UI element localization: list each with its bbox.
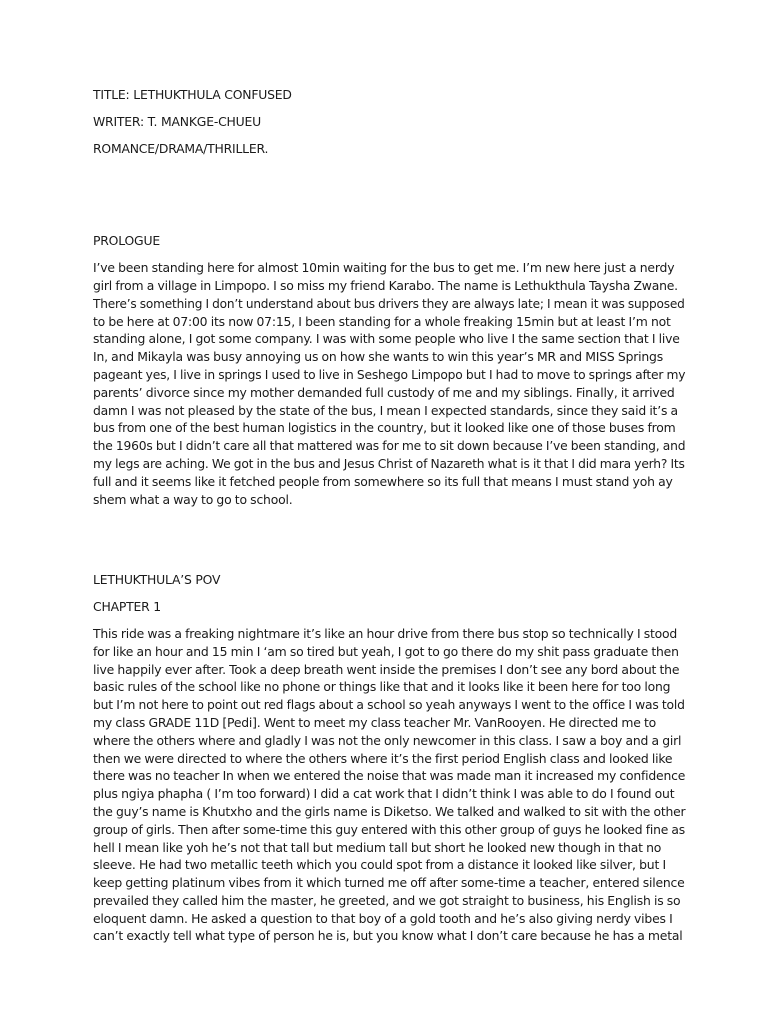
prologue-paragraph (93, 259, 685, 508)
chapter-paragraph (93, 625, 685, 945)
text-line: group of girls. Then after some-time this guy entered with this other group of guys he looked fine as (93, 821, 685, 837)
prologue-heading: PROLOGUE (93, 233, 160, 249)
text-line: keep getting platinum vibes from it which turned me off after some-time a teacher, entered silence (93, 875, 685, 891)
text-line: eloquent damn. He asked a question to that boy of a gold tooth and he’s also giving nerdy vibes I (93, 910, 673, 926)
pov-heading: LETHUKTHULA’S POV (93, 572, 221, 588)
text-line: This ride was a freaking nightmare it’s like an hour drive from there bus stop so technically I stood (93, 625, 678, 641)
text-line: my class GRADE 11D [Pedi]. Went to meet my class teacher Mr. VanRooyen. He directed me to (93, 714, 656, 730)
text-line: plus ngiya phapha ( I’m too forward) I did a cat work that I didn’t think I was able to do I found out (93, 786, 675, 802)
text-line: pageant yes, I live in springs I used to live in Seshego Limpopo but I had to move to springs after my (93, 366, 686, 382)
writer-line: WRITER: T. MANKGE-CHUEU (93, 113, 262, 129)
text-line: standing alone, I got some company. I was with some people who live I the same section that I live (93, 331, 680, 347)
text-line: basic rules of the school like no phone or things like that and it looks like it been here for too long (93, 679, 671, 695)
text-line: shem what a way to go to school. (93, 491, 293, 507)
text-line: In, and Mikayla was busy annoying us on how she wants to win this year’s MR and MISS Springs (93, 349, 663, 365)
text-line: bus from one of the best human logistics in the country, but it looked like one of those buses from (93, 420, 676, 436)
text-line: the guy’s name is Khutxho and the girls name is Diketso. We talked and walked to sit with the other (93, 803, 686, 819)
text-line: my legs are aching. We got in the bus and Jesus Christ of Nazareth what is it that I did mara yerh? Its (93, 455, 685, 471)
text-line: the 1960s but I didn’t care all that mattered was for me to sit down because I’ve been standing, and (93, 438, 686, 454)
title-line: TITLE: LETHUKTHULA CONFUSED (93, 87, 292, 102)
text-line: but I’m not here to point out red flags about a school so yeah anyways I went to the office I was told (93, 697, 685, 713)
text-line: there was no teacher In when we entered the noise that was made man it increased my confidence (93, 768, 686, 784)
text-line: sleeve. He had two metallic teeth which you could spot from a distance it looked like silver, but I (93, 857, 666, 873)
text-line: full and it seems like it fetched people from somewhere so its full that means I must stand yoh ay (93, 473, 673, 489)
text-line: live happily ever after. Took a deep breath went inside the premises I don’t see any bord about the (93, 661, 680, 677)
text-line: hell I mean like yoh he’s not that tall but medium tall but short he looked new though in that no (93, 839, 662, 855)
text-line: prevailed they called him the master, he greeted, and we got straight to business, his English is so (93, 892, 681, 908)
text-line: There’s something I don’t understand about bus drivers they are always late; I mean it was supposed (93, 295, 685, 311)
text-line: damn I was not pleased by the state of the bus, I mean I expected standards, since they said it’s a (93, 402, 678, 418)
document-content (93, 86, 685, 945)
text-line: girl from a village in Limpopo. I so miss my friend Karabo. The name is Lethukthula Taysha Zwane. (93, 277, 678, 293)
text-line: where the others where and gladly I was not the only newcomer in this class. I saw a boy and a girl (93, 732, 682, 748)
text-line: I’ve been standing here for almost 10min waiting for the bus to get me. I’m new here just a nerdy (93, 260, 675, 276)
chapter-heading: CHAPTER 1 (93, 599, 161, 615)
text-line: for like an hour and 15 min I ‘am so tired but yeah, I got to go there do my shit pass graduate then (93, 643, 679, 659)
text-line: can’t exactly tell what type of person he is, but you know what I don’t care because he has a metal (93, 928, 683, 944)
genre-line: ROMANCE/DRAMA/THRILLER. (93, 140, 269, 156)
text-line: parents’ divorce since my mother demanded full custody of me and my siblings. Finally, it arrived (93, 384, 675, 400)
text-line: then we were directed to where the others where it’s the first period English class and looked like (93, 750, 673, 766)
text-line: to be here at 07:00 its now 07:15, I been standing for a whole freaking 15min but at least I’m not (93, 313, 671, 329)
